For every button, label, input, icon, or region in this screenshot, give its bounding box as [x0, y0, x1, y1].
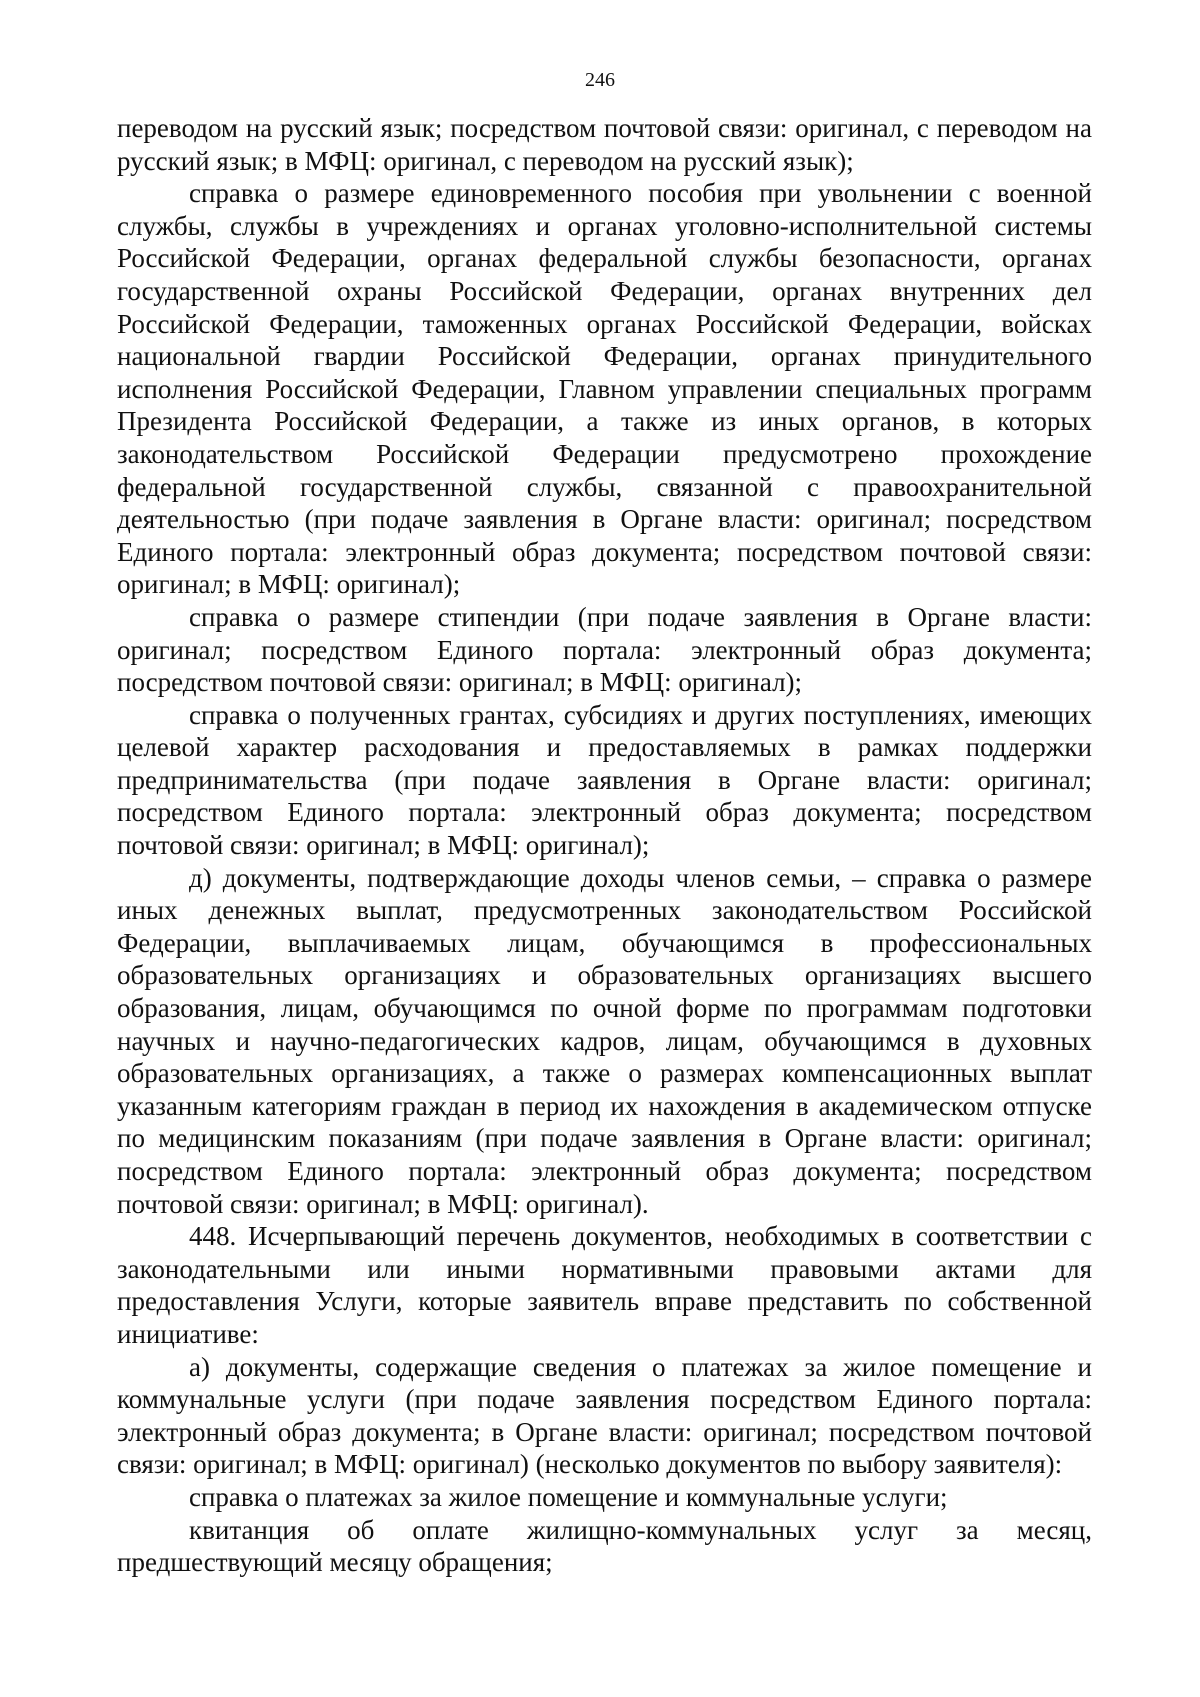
paragraph-item-a-housing-payments: а) документы, содержащие сведения о платежах за жилое помещение и коммунальные услуги (при подаче заявления посредством Единого портала: электронный образ документа; в Органе власти: оригинал; посредством почтовой связи: оригинал; в МФЦ: оригинал) (несколько документов по выбору заявителя):: [117, 1351, 1092, 1480]
paragraph-scholarship-certificate: справка о размере стипендии (при подаче заявления в Органе власти: оригинал; посредством Единого портала: электронный образ документа; посредством почтовой связи: оригинал; в МФЦ: оригинал);: [117, 601, 1092, 698]
paragraph-utility-receipt: квитанция об оплате жилищно-коммунальных услуг за месяц, предшествующий месяцу обращения;: [117, 1514, 1092, 1578]
paragraph-448-document-list: 448. Исчерпывающий перечень документов, необходимых в соответствии с законодательными или иными нормативными правовыми актами для предоставления Услуги, которые заявитель вправе представить по собственной инициативе:: [117, 1221, 1092, 1349]
paragraph-item-d-family-income: д) документы, подтверждающие доходы членов семьи, – справка о размере иных денежных выплат, предусмотренных законодательством Российской Федерации, выплачиваемых лицам, обучающимся в профессиональных образовательных организациях и образовательных организациях высшего образования, лицам, обучающимся по очной форме по программам подготовки научных и научно-педагогических кадров, лицам, обучающимся в духовных образовательных организациях, а также о размерах компенсационных выплат указанным категориям граждан в период их нахождения в академическом отпуске по медицинским показаниям (при подаче заявления в Органе власти: оригинал; посредством Единого портала: электронный образ документа; посредством почтовой связи: оригинал; в МФЦ: оригинал).: [117, 862, 1092, 1219]
document-body: [117, 112, 1092, 1579]
page-number: 246: [585, 69, 615, 91]
paragraph-grants-certificate: справка о полученных грантах, субсидиях и других поступлениях, имеющих целевой характер расходования и предоставляемых в рамках поддержки предпринимательства (при подаче заявления в Органе власти: оригинал; посредством Единого портала: электронный образ документа; посредством почтовой связи: оригинал; в МФЦ: оригинал);: [117, 699, 1092, 861]
paragraph-housing-payments-certificate: справка о платежах за жилое помещение и коммунальные услуги;: [189, 1481, 948, 1512]
paragraph-continuation: переводом на русский язык; посредством почтовой связи: оригинал, с переводом на русский язык; в МФЦ: оригинал, с переводом на русский язык);: [117, 113, 1092, 176]
paragraph-lump-sum-allowance-certificate: справка о размере единовременного пособия при увольнении с военной службы, службы в учреждениях и органах уголовно-исполнительной системы Российской Федерации, органах федеральной службы безопасности, органах государственной охраны Российской Федерации, органах внутренних дел Российской Федерации, таможенных органах Российской Федерации, войсках национальной гвардии Российской Федерации, органах принудительного исполнения Российской Федерации, Главном управлении специальных программ Президента Российской Федерации, а также из иных органов, в которых законодательством Российской Федерации предусмотрено прохождение федеральной государственной службы, связанной с правоохранительной деятельностью (при подаче заявления в Органе власти: оригинал; посредством Единого портала: электронный образ документа; посредством почтовой связи: оригинал; в МФЦ: оригинал);: [117, 178, 1092, 600]
